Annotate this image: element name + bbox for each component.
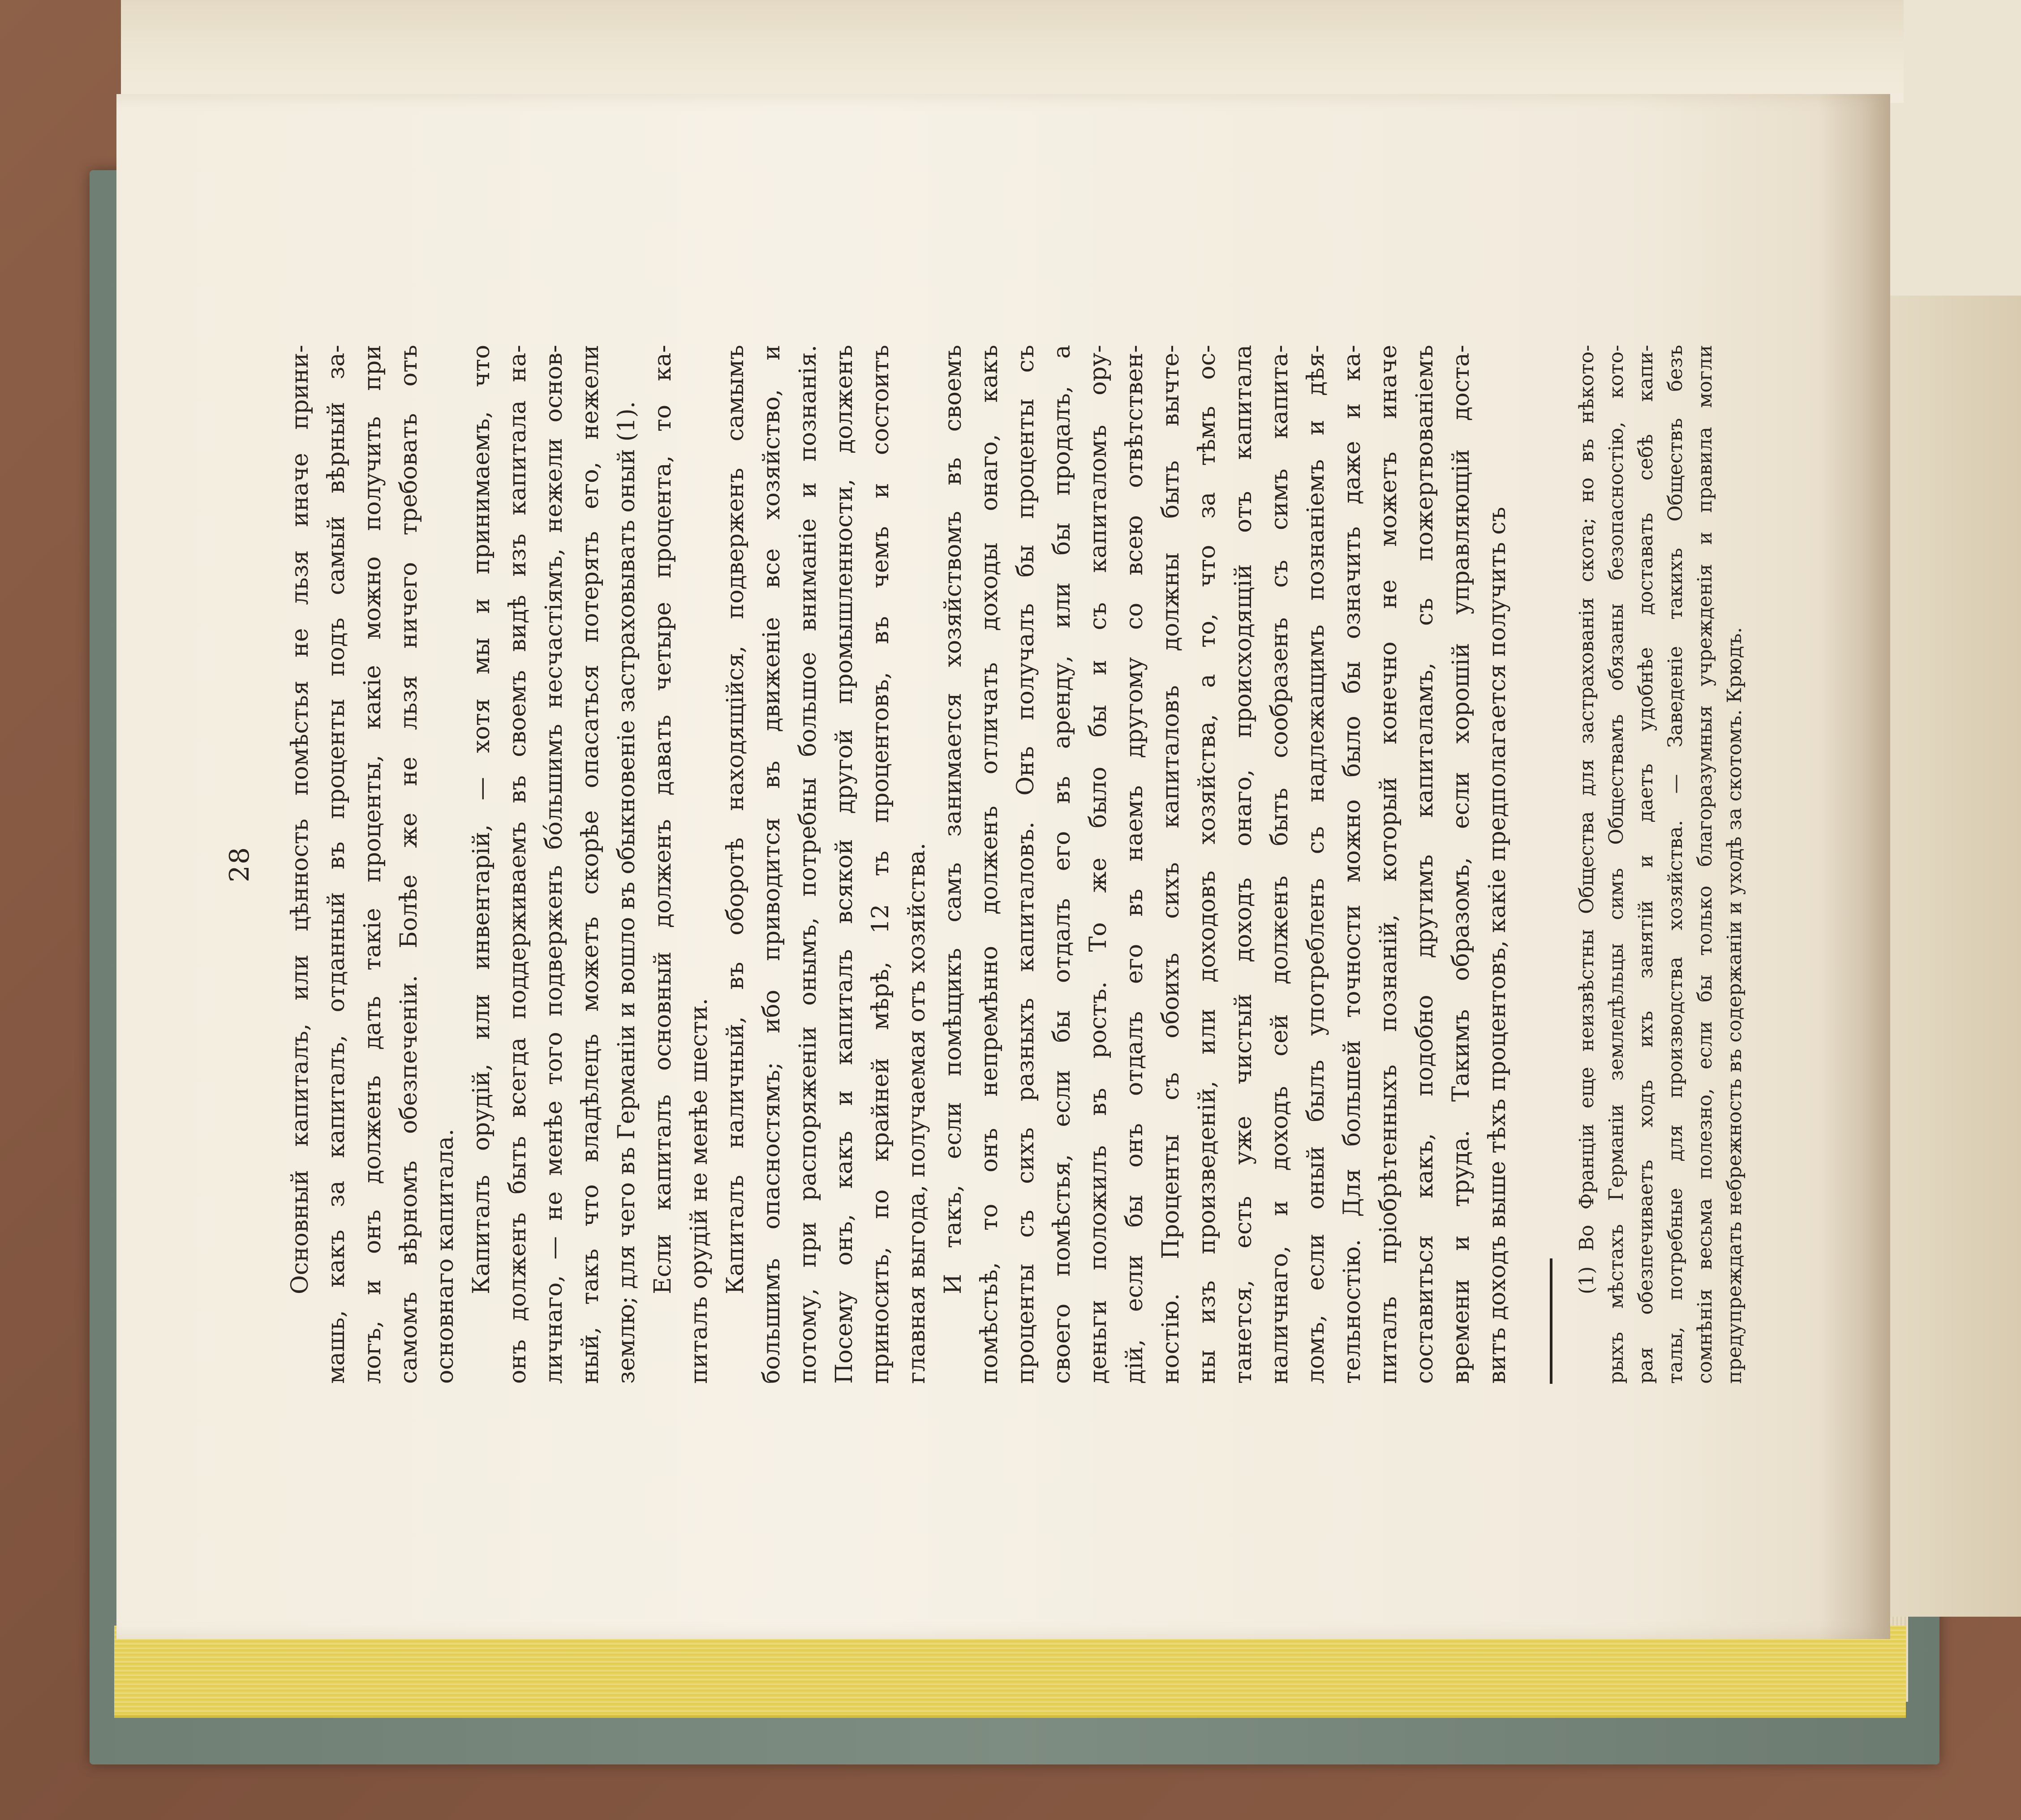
text-line: И такъ, если помѣщикъ самъ занимается хозяйствомъ въ своемъ [940, 345, 967, 1294]
page-number: 28 [224, 846, 255, 883]
text-line: ломъ, если оный былъ употребленъ съ надлежащимъ познаніемъ и дѣя- [1303, 345, 1329, 1384]
text-line: времени и труда. Такимъ образомъ, если хорошій управляющій доста- [1448, 345, 1475, 1384]
text-line: землю; для чего въ Германіи и вошло въ обыкновеніе застраховывать оный (1). [613, 401, 640, 1384]
text-line: витъ доходъ выше тѣхъ процентовъ, какіе предполагается получить съ [1484, 507, 1511, 1384]
text-line: главная выгода, получаемая отъ хозяйства. [903, 842, 930, 1384]
body-text [282, 345, 1516, 1384]
page-gutter-shadow [1819, 94, 1890, 1639]
text-line: дій, если бы онъ отдалъ его въ наемъ другому со всею отвѣтствен- [1121, 345, 1148, 1384]
paragraph [282, 345, 464, 1384]
text-line: самомъ вѣрномъ обезпеченіи. Болѣе же не льзя ничего требовать отъ [396, 345, 422, 1384]
footnote-line: сомнѣнія весьма полезно, если бы только благоразумныя учрежденія и правила могли [1694, 345, 1716, 1384]
page-top-curl [121, 0, 1904, 103]
gilt-page-edges [114, 1626, 1906, 1718]
rotated-text-block [224, 318, 1746, 1411]
text-line: Основный капиталъ, или цѣнность помѣстья не льзя иначе прини- [287, 345, 314, 1294]
text-line: большимъ опасностямъ; ибо приводится въ движеніе все хозяйство, и [758, 345, 785, 1384]
text-line: Посему онъ, какъ и капиталъ всякой другой промышленности, долженъ [831, 345, 858, 1384]
text-line: логъ, и онъ долженъ дать такіе проценты, какіе можно получить при [359, 345, 386, 1384]
text-line: составиться какъ, подобно другимъ капиталамъ, съ пожертвованіемъ [1411, 345, 1438, 1384]
text-line: помѣстьѣ, то онъ непремѣнно долженъ отличать доходы онаго, какъ [976, 345, 1003, 1384]
text-line: ный, такъ что владѣлецъ можетъ скорѣе опасаться потерять его, нежели [577, 345, 604, 1384]
paragraph [464, 345, 645, 1384]
paragraph [935, 345, 1516, 1384]
text-line: потому, при распоряженіи онымъ, потребны большое вниманіе и познанія. [795, 345, 821, 1384]
text-line: питалъ пріобрѣтенныхъ познаній, который конечно не можетъ иначе [1375, 345, 1402, 1384]
text-line: деньги положилъ въ ростъ. То же было бы и съ капиталомъ ору- [1085, 345, 1112, 1384]
paragraph [645, 345, 718, 1384]
paragraph [718, 345, 935, 1384]
text-line: своего помѣстья, если бы отдалъ его въ аренду, или бы продалъ, а [1049, 345, 1075, 1384]
text-line: машь, какъ за капиталъ, отданный въ проценты подъ самый вѣрный за- [323, 345, 350, 1384]
text-line: Капиталъ орудій, или инвентарій, — хотя мы и принимаемъ, что [468, 345, 495, 1294]
text-line: приносить, по крайней мѣрѣ, 12 ть процентовъ, въ чемъ и состоитъ [867, 345, 894, 1384]
footnote-rule [1550, 1258, 1552, 1384]
text-line: наличнаго, и доходъ сей долженъ быть сообразенъ съ симъ капита- [1266, 345, 1293, 1384]
footnote-line: рая обезпечиваетъ ходъ ихъ занятій и даетъ удобнѣе доставать себѣ капи- [1634, 345, 1657, 1384]
footnote [1572, 345, 1750, 1384]
text-line: основнаго капитала. [432, 1129, 459, 1384]
text-line: тельностію. Для большей точности можно было бы означить даже и ка- [1339, 345, 1366, 1384]
text-line: питалъ орудій не менѣе шести. [686, 998, 713, 1384]
facing-page-strip [1872, 296, 2021, 1617]
text-line: Если капиталъ основный долженъ давать четыре процента, то ка- [649, 345, 676, 1294]
text-line: танется, есть уже чистый доходъ онаго, происходящій отъ капитала [1230, 345, 1257, 1384]
text-line: Капиталъ наличный, въ оборотѣ находящійся, подверженъ самымъ [722, 345, 749, 1294]
footnote-line: рыхъ мѣстахъ Германіи земледѣльцы симъ Обществамъ обязаны безопасностію, кото- [1605, 345, 1628, 1384]
footnote-line: талы, потребные для производства хозяйства. — Заведеніе такихъ Обществъ безъ [1664, 345, 1687, 1384]
text-line: личнаго, — не менѣе того подверженъ бо́льшимъ несчастіямъ, нежели основ- [541, 345, 568, 1384]
footnote-line: (1) Во Франціи еще неизвѣстны Общества для застрахованія скота; но въ нѣкото- [1575, 345, 1598, 1294]
text-line: ностію. Проценты съ обоихъ сихъ капиталовъ должны быть вычте- [1157, 345, 1184, 1384]
text-line: онъ долженъ быть всегда поддерживаемъ въ своемъ видѣ изъ капитала на- [504, 345, 531, 1384]
footnote-line: предупреждать небрежность въ содержаніи и уходѣ за скотомъ. Крюдъ. [1723, 627, 1746, 1384]
text-line: проценты съ сихъ разныхъ капиталовъ. Онъ получалъ бы проценты съ [1012, 345, 1039, 1384]
text-line: ны изъ произведеній, или доходовъ хозяйства, а то, что за тѣмъ ос- [1194, 345, 1221, 1384]
